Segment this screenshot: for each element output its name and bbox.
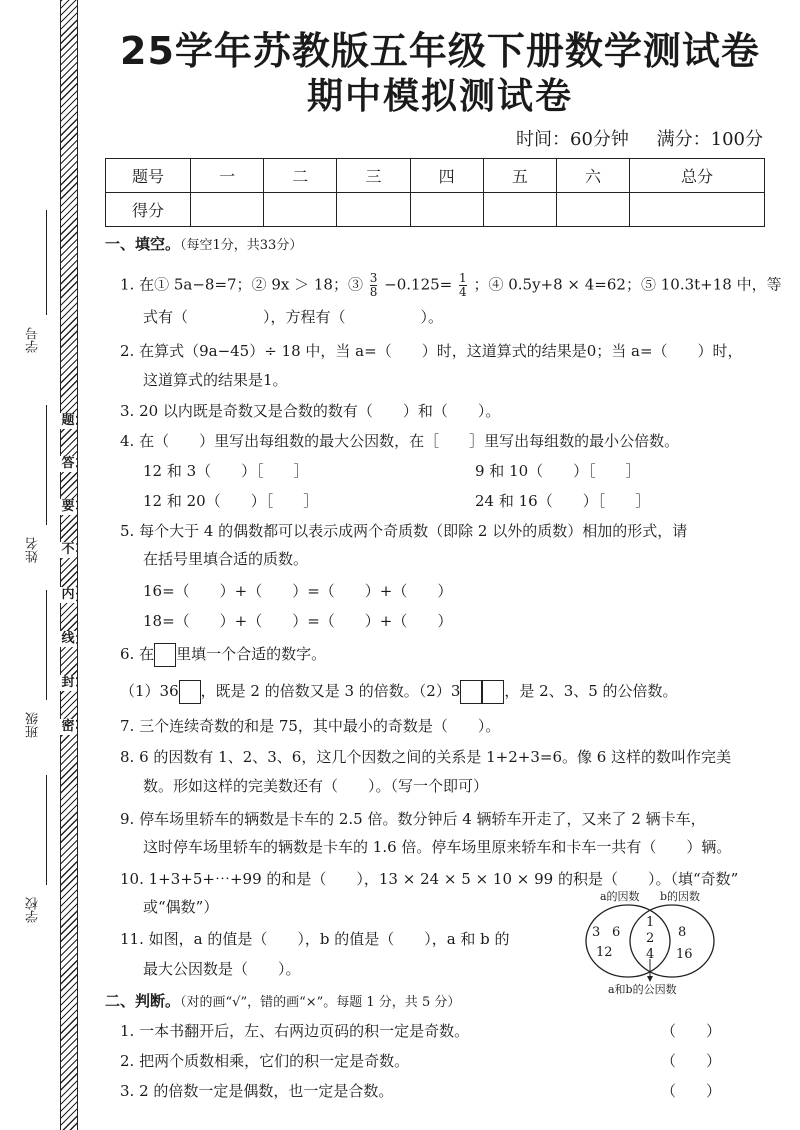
- venn-value: 2: [646, 931, 655, 946]
- q10-line1[interactable]: 10. 1+3+5+⋯+99 的和是（ ），13 × 24 × 5 × 10 × 99 的积是（ ）。（填“奇数”: [120, 870, 739, 888]
- q3-line[interactable]: 3. 20 以内既是奇数又是合数的数有（ ）和（ ）。: [120, 402, 501, 420]
- q8-line2[interactable]: 数。形如这样的完美数还有（ ）。（写一个即可）: [143, 777, 489, 795]
- seal-char: 内: [61, 587, 75, 602]
- score-cell: 二: [264, 159, 337, 193]
- venn-value: 6: [612, 925, 621, 940]
- score-cell: 一: [191, 159, 264, 193]
- class-label: 班级: [26, 712, 41, 738]
- q4-pair-24-16[interactable]: 24 和 16（ ）［ ］: [475, 492, 651, 510]
- digit-box: [154, 643, 176, 667]
- binding-margin: [0, 0, 98, 1130]
- q9-line1: 9. 停车场里轿车的辆数是卡车的 2.5 倍。数分钟后 4 辆轿车开走了，又来了 2 辆卡车，: [120, 810, 706, 828]
- q6-text: 6. 在: [120, 645, 155, 663]
- fraction-denominator: 8: [369, 285, 378, 299]
- q4-line1: 4. 在（ ）里写出每组数的最大公因数，在［ ］里写出每组数的最小公倍数。: [120, 432, 680, 450]
- section1-title: 一、填空。: [105, 235, 181, 253]
- class-blank[interactable]: [46, 590, 47, 700]
- q7-line[interactable]: 7. 三个连续奇数的和是 75，其中最小的奇数是（ ）。: [120, 717, 501, 735]
- score-cell: 总分: [630, 159, 765, 193]
- q5-line3[interactable]: 16=（ ）+（ ）=（ ）+（ ）: [143, 582, 453, 600]
- q6-text: （1）36: [120, 682, 179, 700]
- school-blank[interactable]: [46, 775, 47, 885]
- exam-meta: [494, 125, 763, 151]
- full-score: 满分：100分: [656, 129, 763, 150]
- venn-diagram: [580, 890, 720, 996]
- score-input-cell[interactable]: [410, 193, 483, 227]
- score-input-cell[interactable]: [483, 193, 556, 227]
- venn-value: 12: [596, 945, 613, 960]
- venn-value: 8: [678, 925, 687, 940]
- score-cell: 三: [337, 159, 410, 193]
- q6-line1: [120, 643, 326, 667]
- venn-label-a: a的因数: [600, 890, 640, 903]
- digit-box-input[interactable]: [179, 680, 201, 704]
- answer-paren[interactable]: （ ）: [661, 1022, 722, 1040]
- venn-value: 3: [592, 925, 601, 940]
- score-input-cell[interactable]: [191, 193, 264, 227]
- judge-q1: 1. 一本书翻开后，左、右两边页码的积一定是奇数。: [120, 1022, 470, 1040]
- q6-text: ，既是 2 的倍数又是 3 的倍数。（2）3: [200, 682, 461, 700]
- score-input-cell[interactable]: [630, 193, 765, 227]
- score-input-cell[interactable]: [556, 193, 629, 227]
- section2-note: （对的画“√”，错的画“×”。每题 1 分，共 5 分）: [180, 995, 461, 1010]
- q6-line2: [120, 680, 678, 704]
- seal-char: 线: [61, 631, 75, 646]
- score-input-cell[interactable]: [264, 193, 337, 227]
- section1-heading: [105, 233, 302, 254]
- judge-q3: 3. 2 的倍数一定是偶数，也一定是合数。: [120, 1082, 394, 1100]
- score-table: [105, 158, 765, 227]
- section2-title: 二、判断。: [105, 992, 181, 1010]
- student-id-blank[interactable]: [46, 210, 47, 315]
- venn-value: 16: [676, 947, 693, 962]
- venn-value: 1: [646, 915, 655, 930]
- venn-value: 4: [646, 947, 655, 962]
- q5-line4[interactable]: 18=（ ）+（ ）=（ ）+（ ）: [143, 612, 453, 630]
- seal-char: 题: [61, 413, 75, 428]
- q4-pair-9-10[interactable]: 9 和 10（ ）［ ］: [475, 462, 641, 480]
- fraction-denominator: 4: [459, 285, 467, 299]
- q1-line2[interactable]: 式有（ ），方程有（ ）。: [143, 308, 444, 326]
- seal-char: 封: [61, 675, 75, 690]
- score-cell: 题号: [106, 159, 191, 193]
- name-blank[interactable]: [46, 405, 47, 525]
- digit-box-input[interactable]: [482, 680, 504, 704]
- q1-text: ；④ 0.5y+8 × 4=62；⑤ 10.3t+18 中，等: [473, 275, 782, 294]
- score-cell: 得分: [106, 193, 191, 227]
- q2-line1[interactable]: 2. 在算式（9a−45）÷ 18 中，当 a=（ ）时，这道算式的结果是0；当 a=（ ）时，: [120, 342, 743, 360]
- q8-line1: 8. 6 的因数有 1、2、3、6，这几个因数之间的关系是 1+2+3=6。像 6 这样的数叫作完美: [120, 748, 732, 766]
- q1-text: −0.125=: [384, 275, 453, 294]
- q1-text: 1. 在① 5a−8=7；② 9x ＞ 18；③: [120, 275, 363, 294]
- q11-line2[interactable]: 最大公因数是（ ）。: [143, 960, 301, 978]
- exam-subtitle: 期中模拟测试卷: [306, 76, 573, 117]
- score-cell: 五: [483, 159, 556, 193]
- score-input-cell[interactable]: [337, 193, 410, 227]
- score-cell: 四: [410, 159, 483, 193]
- q6-text: 里填一个合适的数字。: [176, 645, 327, 663]
- q9-line2[interactable]: 这时停车场里轿车的辆数是卡车的 1.6 倍。停车场里原来轿车和卡车一共有（ ）辆。: [143, 838, 732, 856]
- score-cell: 六: [556, 159, 629, 193]
- score-table-score-row: [106, 193, 765, 227]
- q6-text: ，是 2、3、5 的公倍数。: [504, 682, 678, 700]
- seal-char: 答: [61, 456, 75, 471]
- student-id-label: 学号: [26, 327, 41, 353]
- answer-paren[interactable]: （ ）: [661, 1052, 722, 1070]
- q4-pair-12-20[interactable]: 12 和 20（ ）［ ］: [143, 492, 319, 510]
- score-table-header-row: [106, 159, 765, 193]
- section2-heading: [105, 990, 460, 1011]
- fraction-numerator: 1: [459, 271, 467, 285]
- time-limit: 时间：60分钟: [516, 129, 629, 150]
- fraction: [370, 272, 378, 299]
- school-label: 学校: [26, 897, 41, 923]
- seal-char: 不: [61, 542, 75, 557]
- venn-bottom-label: a和b的公因数: [608, 983, 677, 996]
- q1-line1: [120, 272, 782, 299]
- binding-hatch-strip: [60, 0, 78, 1130]
- name-label: 姓名: [26, 537, 41, 563]
- q11-line1[interactable]: 11. 如图，a 的值是（ ），b 的值是（ ），a 和 b 的: [120, 930, 510, 948]
- section1-note: （每空1分，共33分）: [180, 238, 303, 253]
- fraction: [459, 272, 467, 299]
- judge-q2: 2. 把两个质数相乘，它们的积一定是奇数。: [120, 1052, 410, 1070]
- seal-char: 要: [61, 499, 75, 514]
- seal-char: 密: [61, 719, 75, 734]
- exam-title: 25学年苏教版五年级下册数学测试卷: [120, 29, 760, 73]
- q5-line1: 5. 每个大于 4 的偶数都可以表示成两个奇质数（即除 2 以外的质数）相加的形式，请: [120, 522, 688, 540]
- venn-label-b: b的因数: [660, 890, 701, 903]
- q4-pair-12-3[interactable]: 12 和 3（ ）［ ］: [143, 462, 309, 480]
- digit-box-input[interactable]: [460, 680, 482, 704]
- q2-line2: 这道算式的结果是1。: [143, 371, 288, 389]
- q10-line2: 或“偶数”）: [143, 898, 219, 916]
- q5-line2: 在括号里填合适的质数。: [143, 550, 309, 568]
- fraction-numerator: 3: [369, 271, 378, 285]
- answer-paren[interactable]: （ ）: [661, 1082, 722, 1100]
